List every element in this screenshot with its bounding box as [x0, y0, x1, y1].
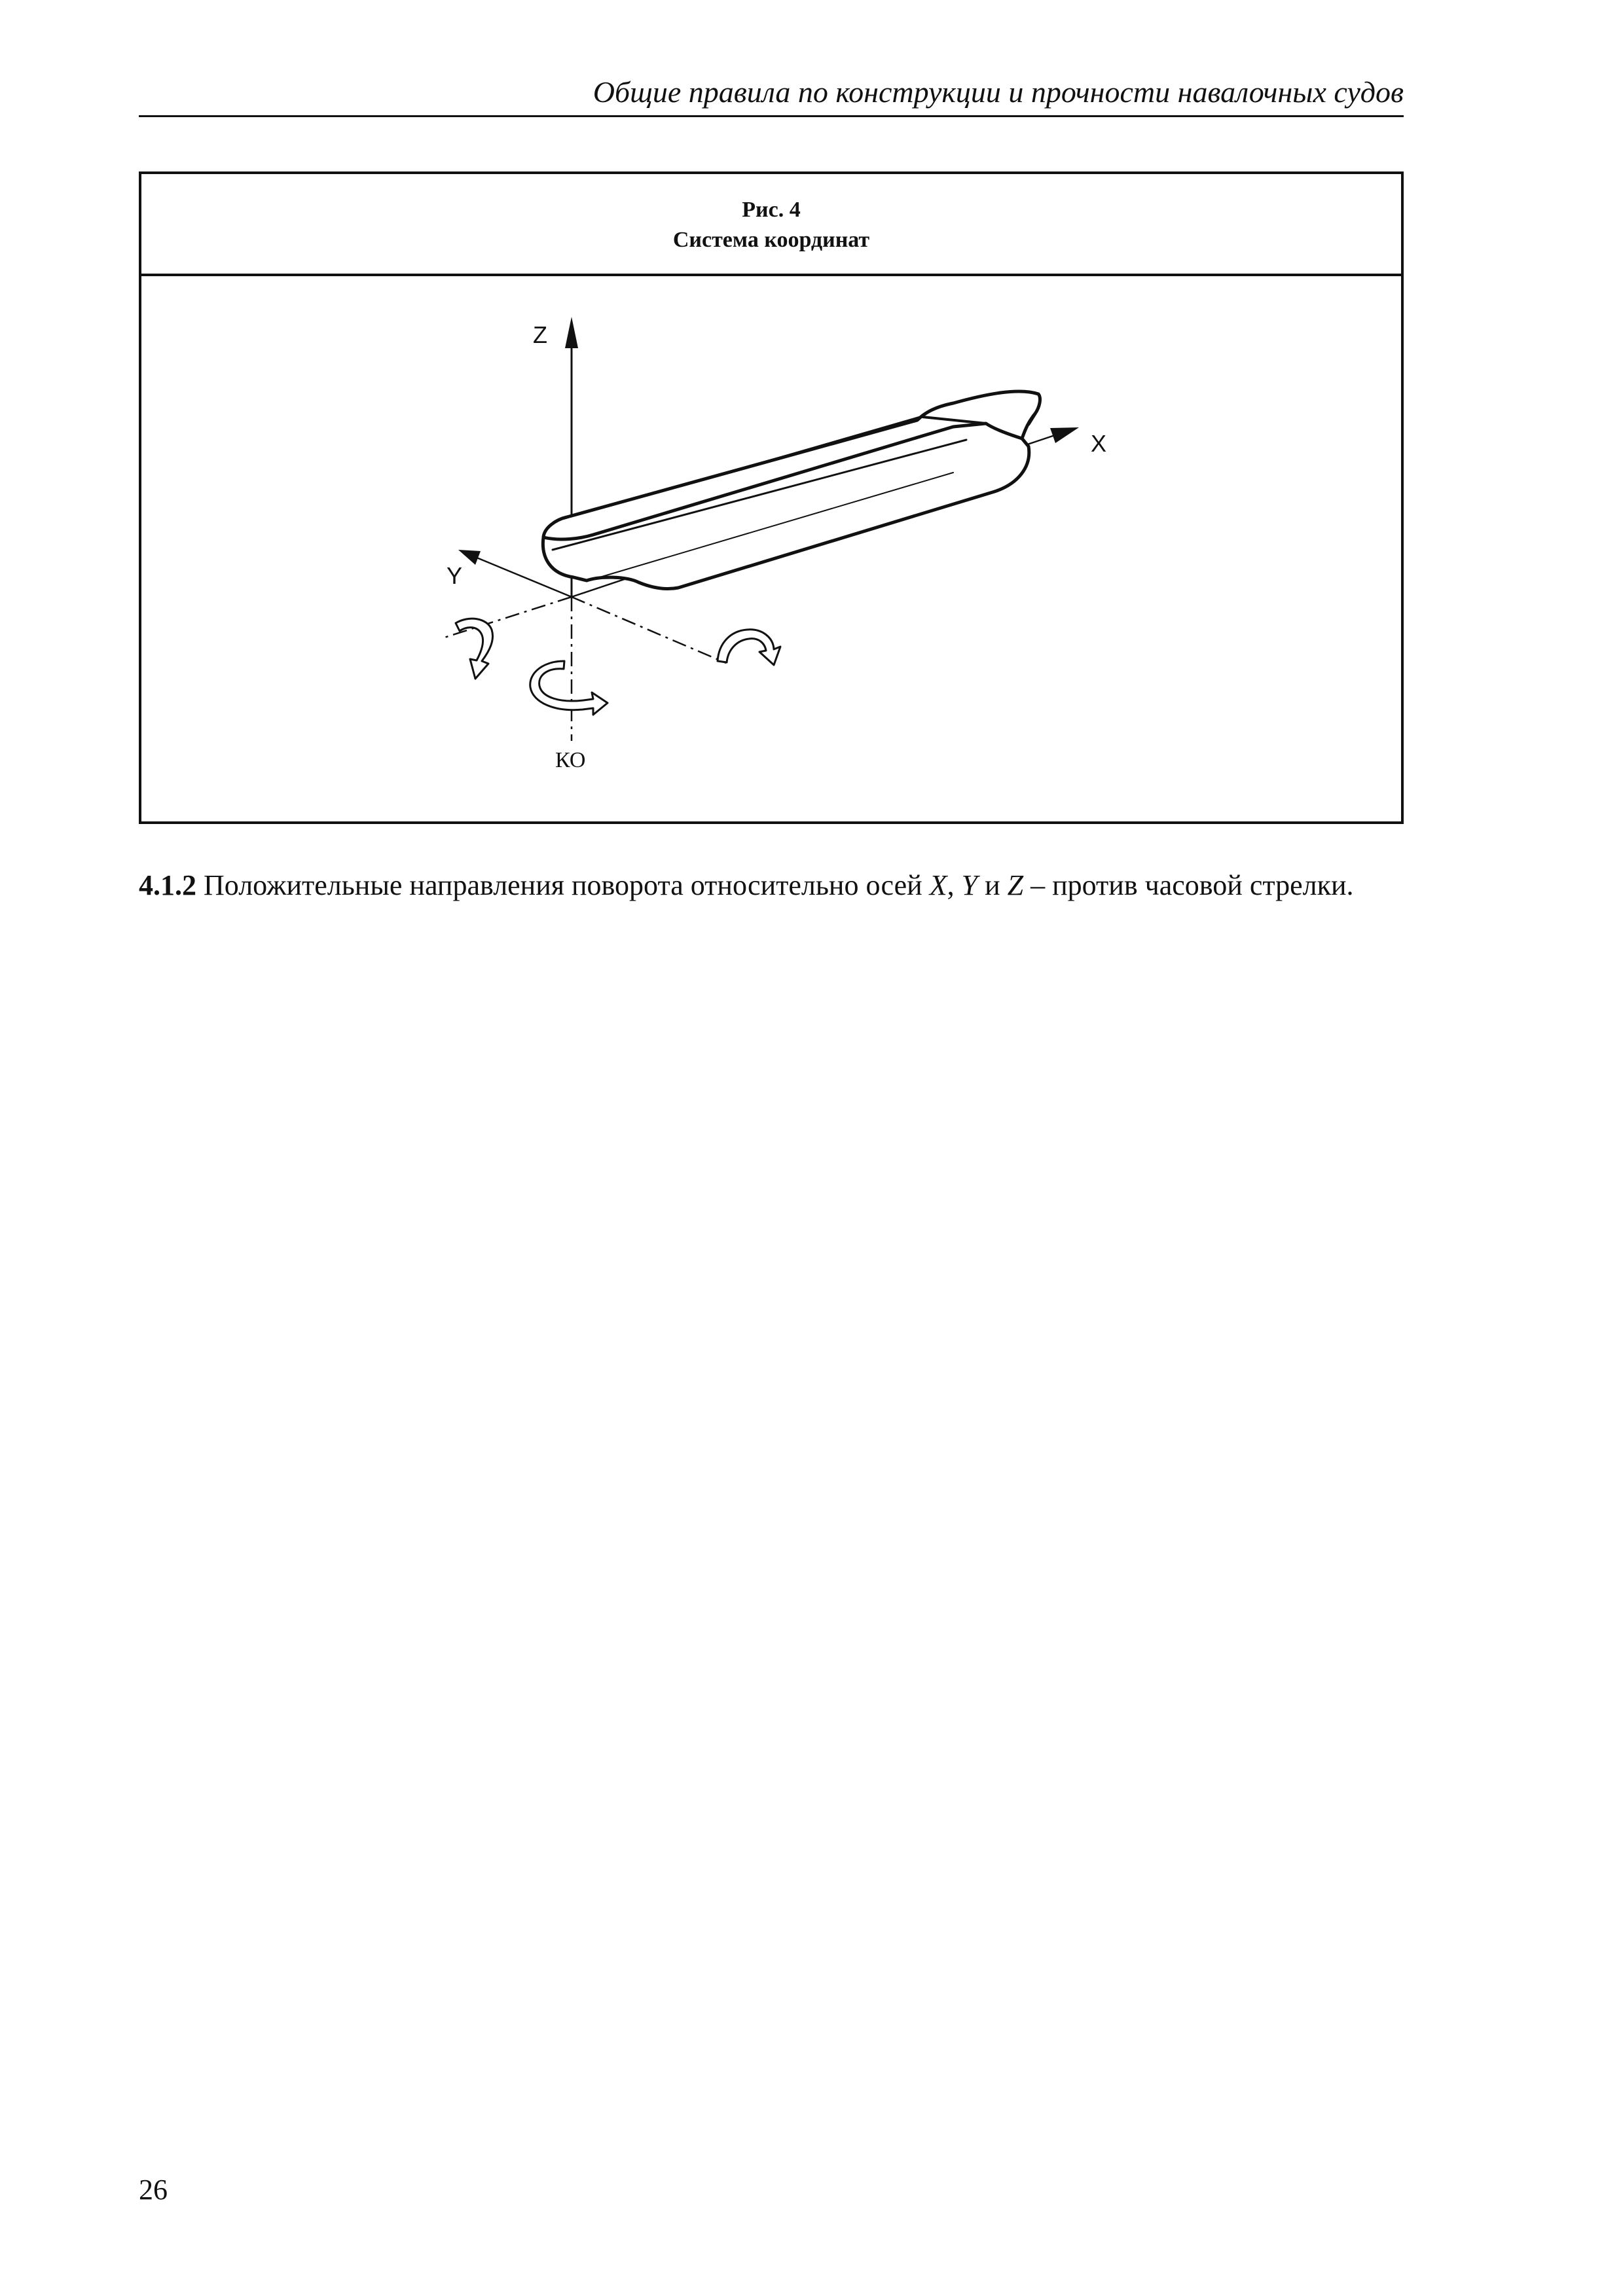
page-number: 26 — [139, 2174, 168, 2206]
origin-label: КО — [555, 748, 586, 772]
coordinate-system-svg — [141, 276, 1401, 821]
x-axis-label: X — [1091, 430, 1107, 457]
y-axis-label: Y — [447, 562, 463, 589]
z-axis-arrowhead — [565, 317, 578, 348]
paragraph-var-x: X — [929, 869, 947, 901]
rotation-z-arrow-icon — [530, 661, 608, 715]
paragraph-separator-2: и — [977, 869, 1008, 901]
y-axis-back — [445, 597, 572, 637]
paragraph-var-z: Z — [1007, 869, 1024, 901]
figure-box — [139, 171, 1404, 824]
rotation-y-arrow-icon — [456, 619, 493, 679]
figure-caption — [141, 174, 1401, 276]
x-axis-back — [572, 597, 726, 663]
paragraph-separator-1: , — [947, 869, 962, 901]
z-axis-label: Z — [533, 321, 547, 348]
header-rule — [139, 115, 1404, 117]
body-paragraph — [139, 867, 1404, 904]
coordinate-system-drawing — [141, 276, 1401, 821]
paragraph-var-y: Y — [961, 869, 978, 901]
ship-hull-icon — [543, 391, 1040, 589]
figure-title: Система координат — [672, 228, 870, 252]
running-header: Общие правила по конструкции и прочности навалочных судов — [593, 75, 1404, 109]
paragraph-text-part2: – против часовой стрелки. — [1023, 869, 1354, 901]
x-axis-arrowhead — [1050, 427, 1079, 443]
paragraph-text-part1: Положительные направления поворота относительно осей — [196, 869, 930, 901]
rotation-x-arrow-icon — [718, 630, 780, 665]
figure-number: Рис. 4 — [742, 198, 801, 222]
paragraph-number: 4.1.2 — [139, 869, 196, 901]
